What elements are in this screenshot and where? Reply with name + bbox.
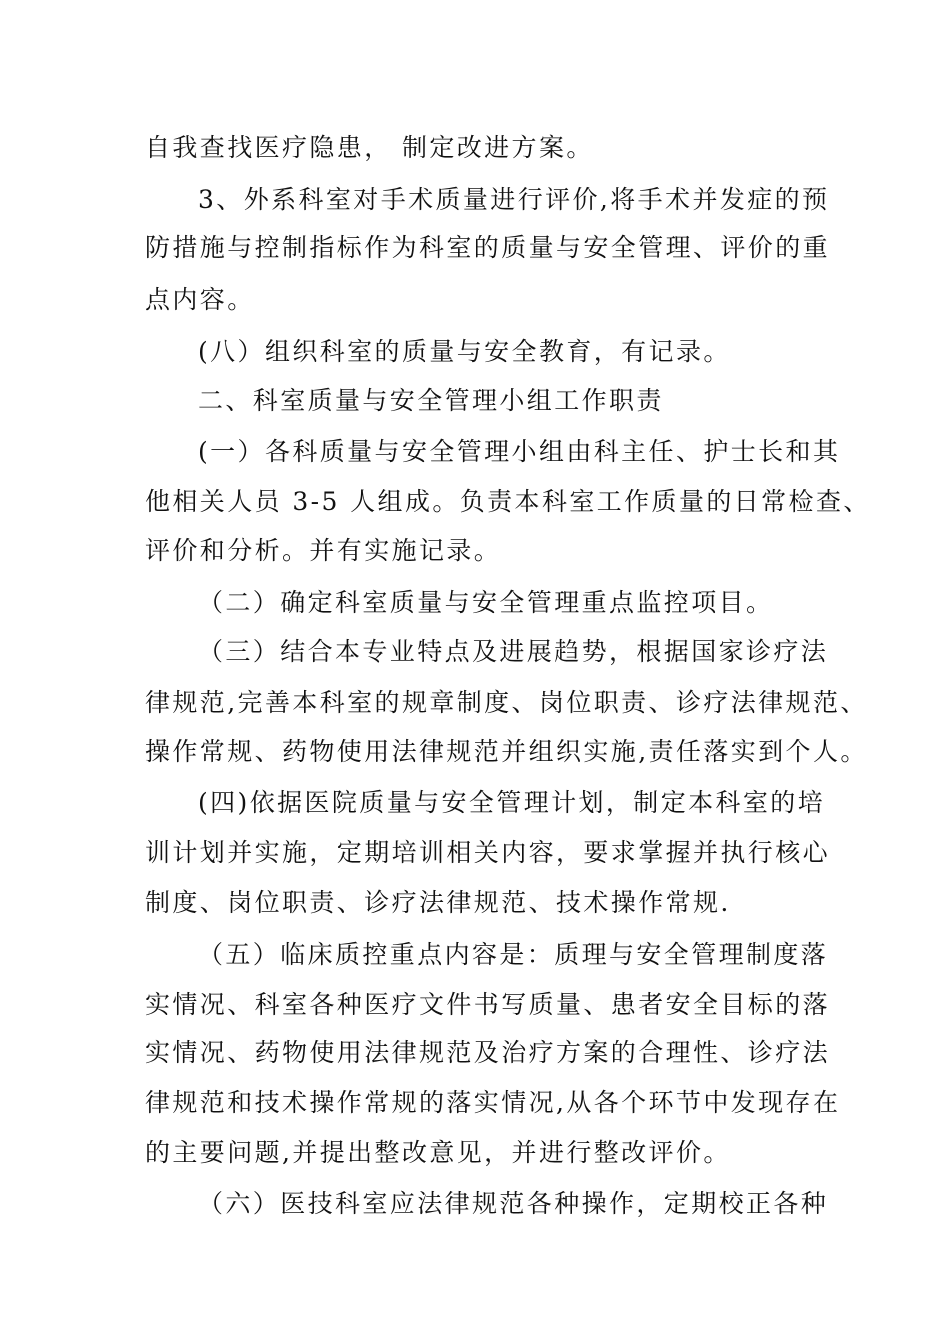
section-heading: 二、科室质量与安全管理小组工作职责 [198,386,664,415]
text-line: （二）确定科室质量与安全管理重点监控项目。 [198,588,774,617]
text-line: 律规范和技术操作常规的落实情况,从各个环节中发现存在 [145,1088,841,1117]
text-line: （三）结合本专业特点及进展趋势，根据国家诊疗法 [198,637,829,666]
text-line: (八）组织科室的质量与安全教育，有记录。 [198,337,731,366]
text-line: 点内容。 [145,285,255,314]
text-line: 评价和分析。并有实施记录。 [145,536,502,565]
text-line: 防措施与控制指标作为科室的质量与安全管理、评价的重 [145,233,831,262]
text-line: 的主要问题,并提出整改意见，并进行整改评价。 [145,1138,731,1167]
text-line: 他相关人员 3-5 人组成。负责本科室工作质量的日常检查、 [145,487,871,516]
text-line: 实情况、科室各种医疗文件书写质量、患者安全目标的落 [145,990,831,1019]
text-line: 自我查找医疗隐患， 制定改进方案。 [145,133,594,162]
text-line: 3、外系科室对手术质量进行评价,将手术并发症的预 [198,185,830,214]
text-line: 训计划并实施，定期培训相关内容，要求掌握并执行核心 [145,838,831,867]
text-line: 制度、岗位职责、诊疗法律规范、技术操作常规. [145,888,731,917]
text-line: (四)依据医院质量与安全管理计划，制定本科室的培 [198,788,826,817]
text-line: （六）医技科室应法律规范各种操作，定期校正各种 [198,1189,829,1218]
text-line: 律规范,完善本科室的规章制度、岗位职责、诊疗法律规范、 [145,688,868,717]
text-line: 操作常规、药物使用法律规范并组织实施,责任落实到个人。 [145,737,868,766]
text-line: 实情况、药物使用法律规范及治疗方案的合理性、诊疗法 [145,1038,831,1067]
text-line: （五）临床质控重点内容是：质理与安全管理制度落 [198,940,829,969]
text-line: (一）各科质量与安全管理小组由科主任、护士长和其 [198,437,841,466]
